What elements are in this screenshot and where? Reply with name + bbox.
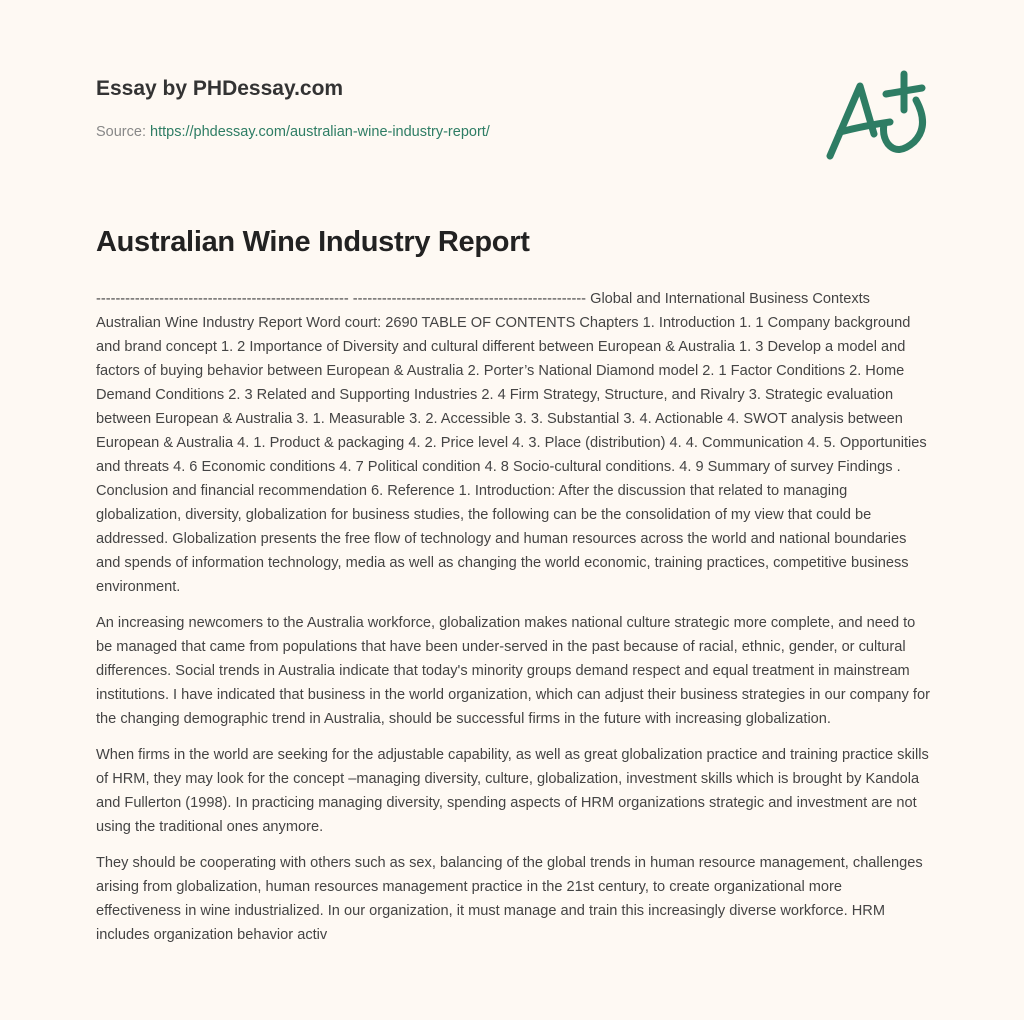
source-line — [96, 124, 490, 140]
source-link[interactable]: https://phdessay.com/australian-wine-industry-report/ — [150, 124, 490, 140]
paragraph: ---------------------------------------------------- ------------------------------------------------ Global and International Business Contexts Australian Wine Industry Report Word court: 2690 TABLE OF CONTENTS Chapters 1. Introduction 1. 1 Company background and brand concept 1. 2 Importance of Diversity and cultural different between European & Australia 1. 3 Develop a model and factors of buying behavior between European & Australia 2. Porter’s National Diamond model 2. 1 Factor Conditions 2. Home Demand Conditions 2. 3 Related and Supporting Industries 2. 4 Firm Strategy, Structure, and Rivalry 3. Strategic evaluation between European & Australia 3. 1. Measurable 3. 2. Accessible 3. 3. Substantial 3. 4. Actionable 4. SWOT analysis between European & Australia 4. 1. Product & packaging 4. 2. Price level 4. 3. Place (distribution) 4. 4. Communication 4. 5. Opportunities and threats 4. 6 Economic conditions 4. 7 Political condition 4. 8 Socio-cultural conditions. 4. 9 Summary of survey Findings . Conclusion and financial recommendation 6. Reference 1. Introduction: After the discussion that related to managing globalization, diversity, globalization for business studies, the following can be the consolidation of my view that could be addressed. Globalization presents the free flow of technology and human resources across the world and national boundaries and spends of information technology, media as well as changing the world economic, training practices, competitive business environment. — [96, 291, 927, 595]
page-header — [0, 0, 1024, 190]
paragraph: They should be cooperating with others such as sex, balancing of the global trends in human resource management, challenges arising from globalization, human resources management practice in the 21st century, to create organizational more effectiveness in wine industrialized. In our organization, it must manage and train this increasingly diverse workforce. HRM includes organization behavior activ — [96, 855, 923, 943]
page-title: Australian Wine Industry Report — [96, 226, 530, 258]
essay-body — [96, 287, 930, 959]
a-plus-logo-icon — [818, 64, 938, 174]
brand-title: Essay by PHDessay.com — [96, 77, 344, 100]
paragraph: When firms in the world are seeking for the adjustable capability, as well as great globalization practice and training practice skills of HRM, they may look for the concept –managing diversity, culture, globalization, investment skills which is brought by Kandola and Fullerton (1998). In practicing managing diversity, spending aspects of HRM organizations strategic and investment are not using the traditional ones anymore. — [96, 747, 929, 835]
source-label: Source: — [96, 124, 146, 140]
paragraph: An increasing newcomers to the Australia workforce, globalization makes national culture strategic more complete, and need to be managed that came from populations that have been under-served in the past because of racial, ethnic, gender, or cultural differences. Social trends in Australia indicate that today's minority groups demand respect and equal treatment in mainstream institutions. I have indicated that business in the world organization, which can adjust their business strategies in our company for the changing demographic trend in Australia, should be successful firms in the future with increasing globalization. — [96, 615, 930, 727]
